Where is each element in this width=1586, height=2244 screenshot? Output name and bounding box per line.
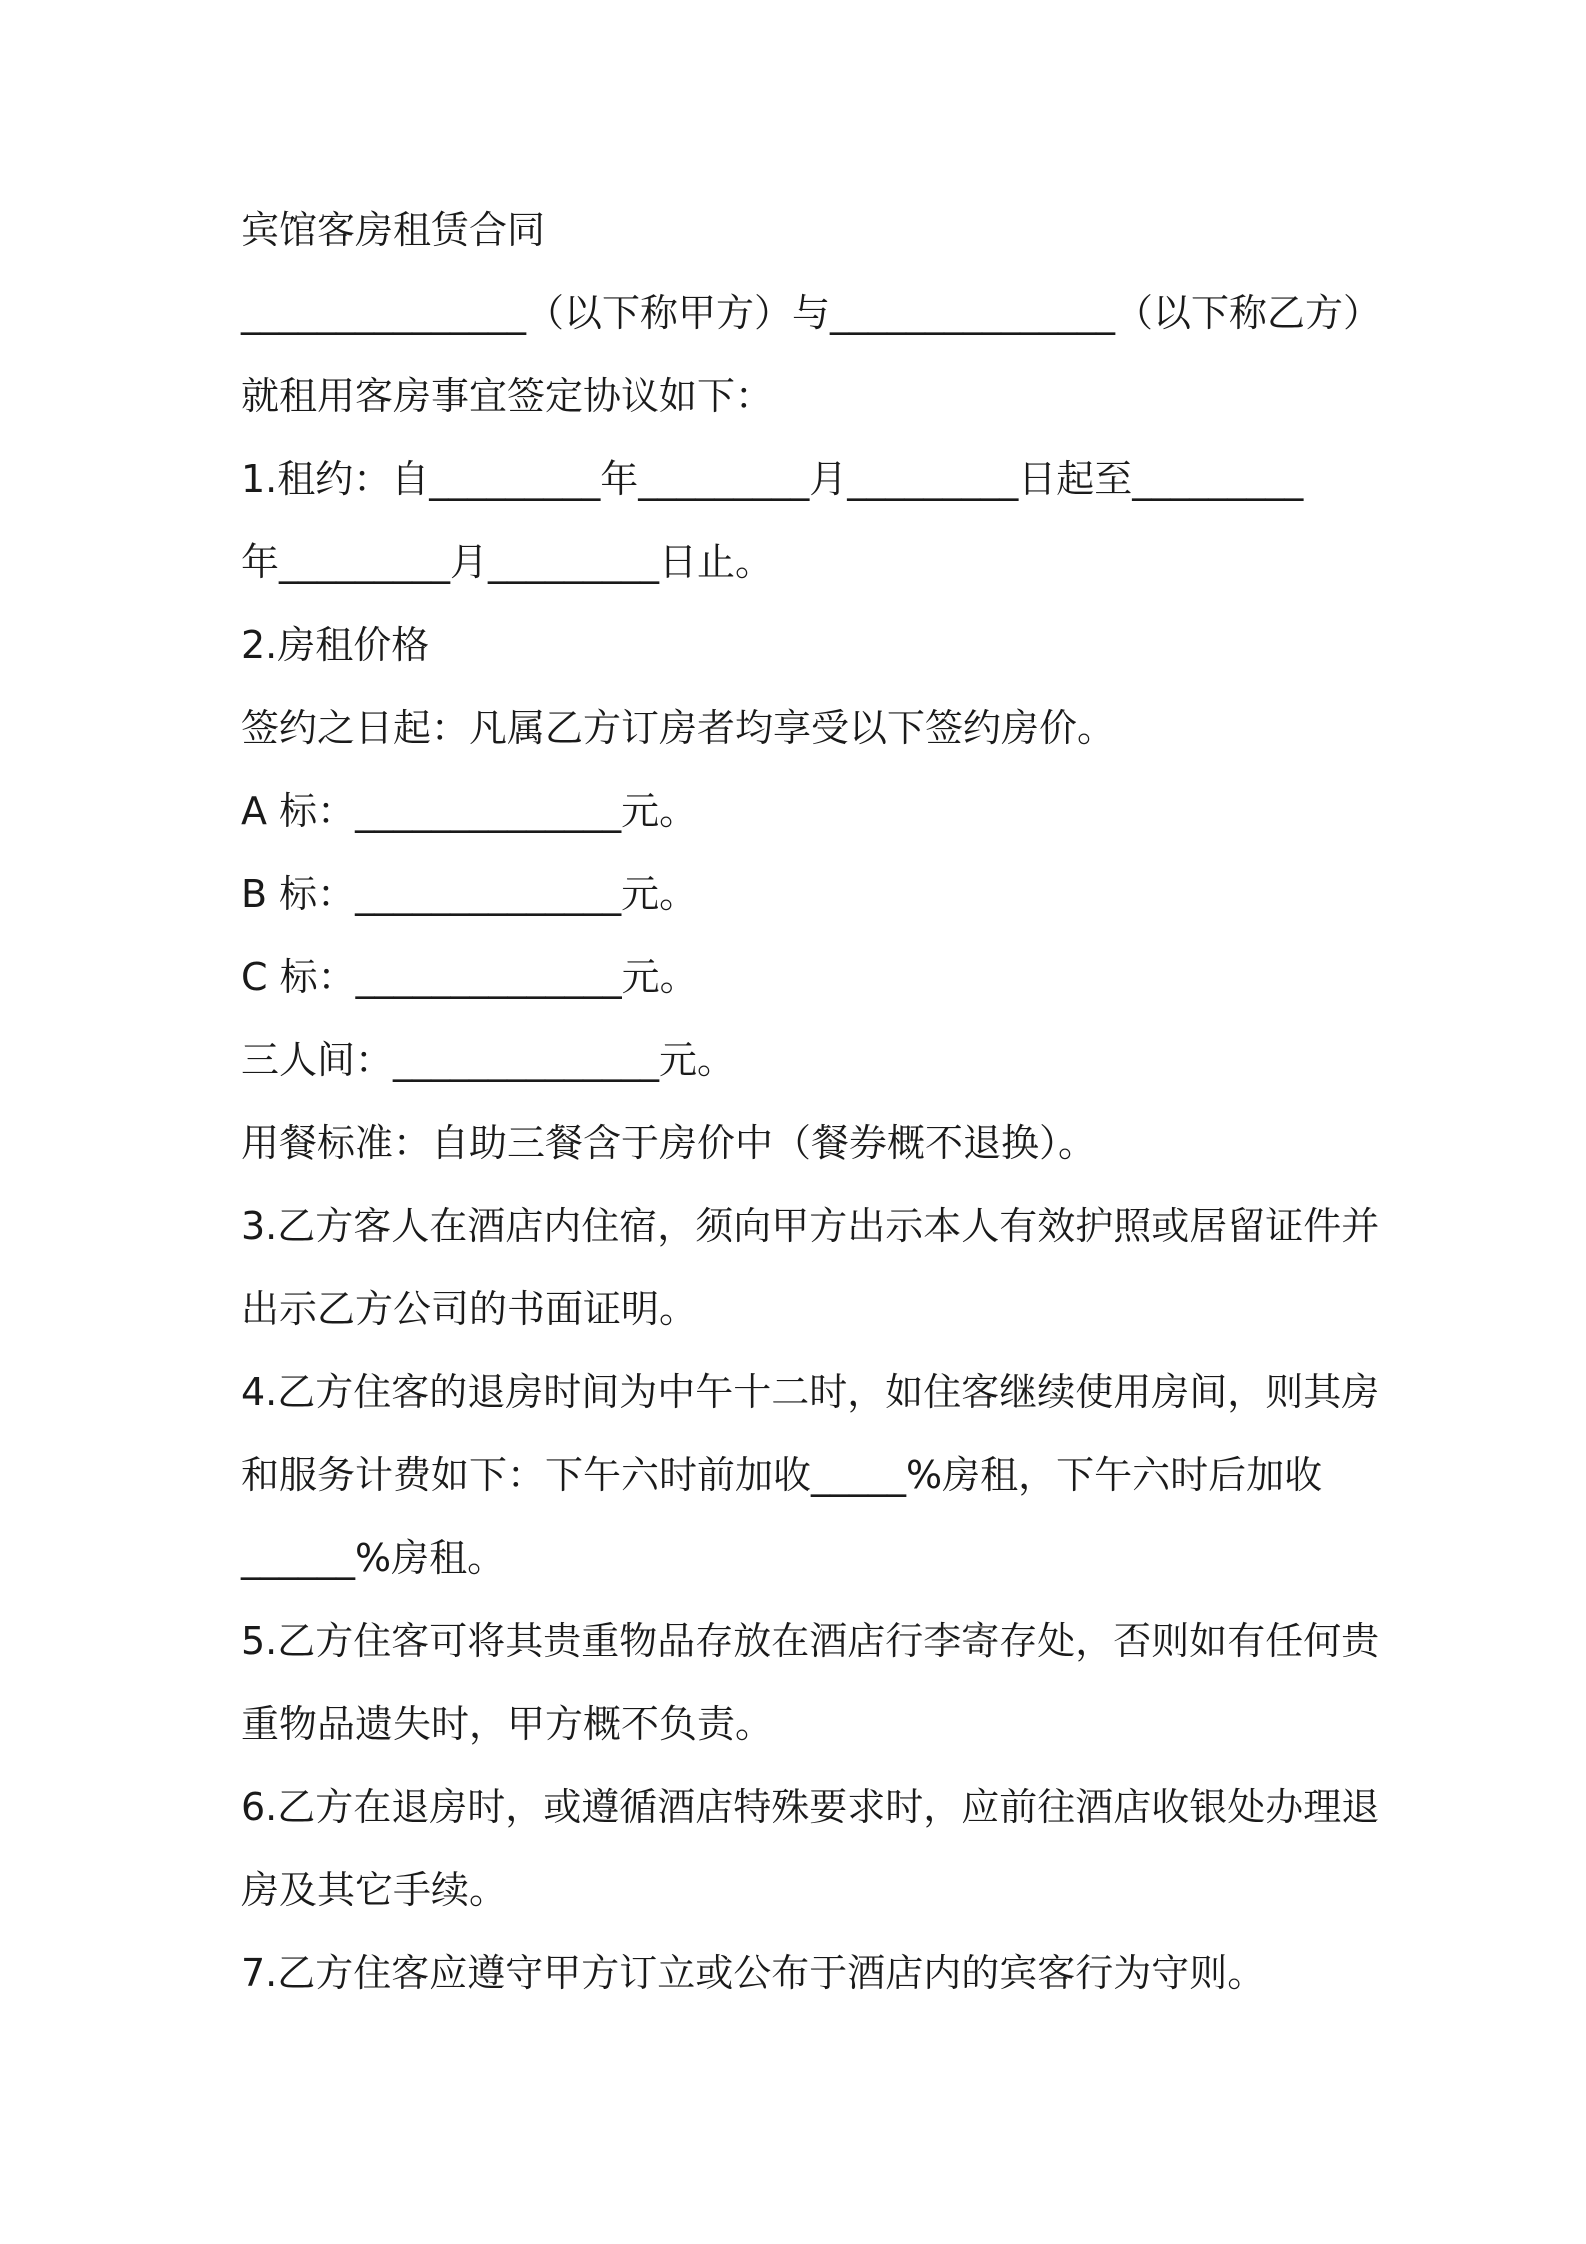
clause-5-line-1: 5.乙方住客可将其贵重物品存放在酒店行李寄存处，否则如有任何贵 [241,1619,1380,1663]
clause-5-line-2: 重物品遗失时，甲方概不负责。 [241,1702,774,1746]
document-title: 宾馆客房租赁合同 [241,208,546,252]
price-c-line: C 标：______________元。 [241,955,698,999]
clause-2-intro: 签约之日起：凡属乙方订房者均享受以下签约房价。 [241,706,1116,750]
intro-line: 就租用客房事宜签定协议如下： [241,374,774,418]
price-triple-line: 三人间：______________元。 [241,1038,736,1082]
clause-4-line-3: ______%房租。 [241,1536,506,1580]
clause-3-line-1: 3.乙方客人在酒店内住宿，须向甲方出示本人有效护照或居留证件并 [241,1204,1380,1248]
parties-line: _______________（以下称甲方）与_______________（以下称乙方） [241,291,1382,335]
clause-6-line-1: 6.乙方在退房时，或遵循酒店特殊要求时，应前往酒店收银处办理退 [241,1785,1380,1829]
meal-standard-line: 用餐标准：自助三餐含于房价中（餐券概不退换）。 [241,1121,1097,1165]
clause-1-line-2: 年_________月_________日止。 [241,540,774,584]
clause-2-heading: 2.房租价格 [241,623,430,667]
clause-3-line-2: 出示乙方公司的书面证明。 [241,1287,698,1331]
clause-7-line-1: 7.乙方住客应遵守甲方订立或公布于酒店内的宾客行为守则。 [241,1951,1266,1995]
clause-4-line-2: 和服务计费如下：下午六时前加收_____%房租，下午六时后加收 [241,1453,1323,1497]
clause-1-line-1: 1.租约：自_________年_________月_________日起至_________ [241,457,1304,501]
clause-6-line-2: 房及其它手续。 [241,1868,508,1912]
price-b-line: B 标：______________元。 [241,872,698,916]
price-a-line: A 标：______________元。 [241,789,698,833]
clause-4-line-1: 4.乙方住客的退房时间为中午十二时，如住客继续使用房间，则其房 [241,1370,1380,1414]
